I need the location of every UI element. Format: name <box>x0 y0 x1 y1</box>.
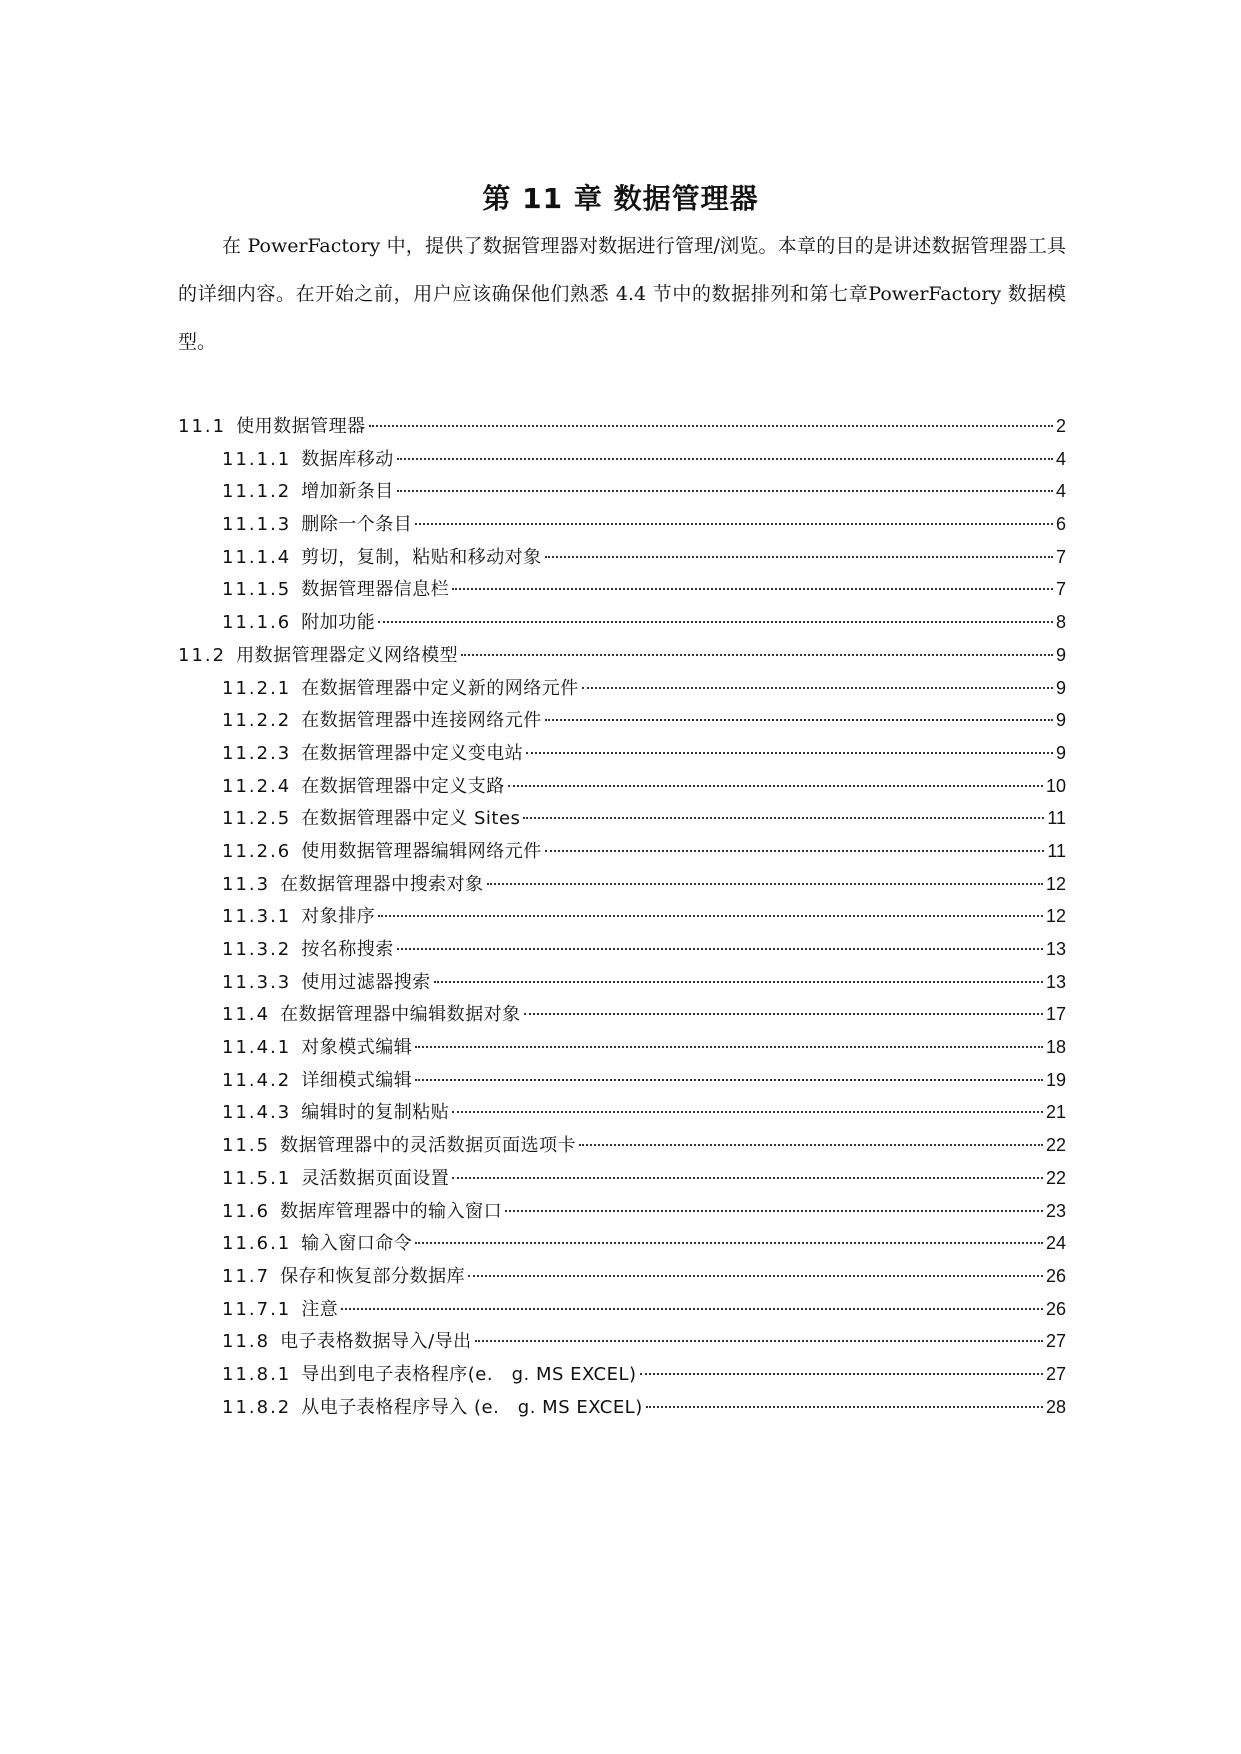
toc-leader <box>545 556 1053 558</box>
toc-entry[interactable] <box>178 837 1066 870</box>
toc-title: 在数据管理器中搜索对象 <box>280 873 484 895</box>
toc-entry[interactable] <box>178 1000 1066 1033</box>
toc-title: 注意 <box>301 1298 339 1320</box>
toc-page-number: 12 <box>1045 906 1066 927</box>
toc-number: 11.1.5 <box>222 579 292 601</box>
toc-title: 从电子表格程序导入 (e. g. MS EXCEL) <box>301 1396 643 1418</box>
toc-leader <box>468 1275 1043 1277</box>
toc-entry[interactable] <box>178 870 1066 903</box>
toc-number: 11.5 <box>222 1135 271 1157</box>
toc-page-number: 2 <box>1055 416 1066 436</box>
toc-page-number: 27 <box>1045 1363 1066 1384</box>
toc-page-number: 8 <box>1055 612 1066 633</box>
toc-leader <box>397 948 1043 950</box>
toc-leader <box>640 1373 1043 1375</box>
toc-number: 11.2.5 <box>222 808 292 830</box>
toc-leader <box>378 621 1053 623</box>
toc-entry[interactable] <box>178 1033 1066 1066</box>
toc-page-number: 22 <box>1045 1167 1066 1188</box>
toc-page-number: 17 <box>1045 1004 1066 1025</box>
toc-title: 导出到电子表格程序(e. g. MS EXCEL) <box>301 1363 637 1385</box>
toc-title: 输入窗口命令 <box>301 1233 413 1255</box>
toc-title: 详细模式编辑 <box>301 1069 413 1091</box>
toc-leader <box>434 981 1043 983</box>
toc-title: 编辑时的复制粘贴 <box>301 1102 450 1124</box>
toc-leader <box>545 719 1053 721</box>
toc-leader <box>524 1013 1043 1015</box>
toc-title: 按名称搜索 <box>301 939 394 960</box>
intro-paragraph: 在 PowerFactory 中，提供了数据管理器对数据进行管理/浏览。本章的目的是讲述数据管理器工具的详细内容。在开始之前，用户应该确保他们熟悉 4.4 节中的数据排列和第七章PowerFactory 数据模型。 <box>178 235 1066 353</box>
toc-number: 11.2.4 <box>222 775 292 797</box>
toc-number: 11.8 <box>222 1331 271 1353</box>
toc-title: 使用数据管理器 <box>236 416 366 437</box>
toc-page-number: 18 <box>1045 1037 1066 1058</box>
toc-number: 11.1.3 <box>222 514 292 536</box>
toc-entry[interactable] <box>178 1229 1066 1262</box>
toc-page-number: 12 <box>1045 873 1066 894</box>
toc-number: 11.3 <box>222 873 271 895</box>
toc-page-number: 7 <box>1055 546 1066 567</box>
toc-leader <box>415 1079 1043 1081</box>
toc-number: 11.4.3 <box>222 1102 292 1124</box>
toc-number: 11.5.1 <box>222 1167 292 1189</box>
toc-entry[interactable] <box>178 575 1066 608</box>
toc-entry[interactable] <box>178 412 1066 445</box>
toc-page-number: 26 <box>1045 1298 1066 1319</box>
toc-page-number: 22 <box>1045 1135 1066 1156</box>
table-of-contents <box>178 412 1066 1425</box>
toc-title: 保存和恢复部分数据库 <box>280 1265 466 1287</box>
toc-number: 11.8.2 <box>222 1396 292 1418</box>
toc-title: 灵活数据页面设置 <box>301 1167 450 1189</box>
toc-leader <box>487 883 1043 885</box>
toc-leader <box>646 1406 1043 1408</box>
toc-leader <box>505 1210 1043 1212</box>
toc-entry[interactable] <box>178 641 1066 674</box>
toc-entry[interactable] <box>178 674 1066 707</box>
toc-entry[interactable] <box>178 510 1066 543</box>
toc-entry[interactable] <box>178 968 1066 1001</box>
toc-title: 剪切，复制，粘贴和移动对象 <box>301 546 542 568</box>
chapter-title: 第 11 章 数据管理器 <box>482 181 759 215</box>
toc-entry[interactable] <box>178 477 1066 510</box>
toc-leader <box>452 1111 1043 1113</box>
toc-leader <box>452 588 1053 590</box>
toc-number: 11.2.1 <box>222 677 292 699</box>
toc-page-number: 28 <box>1045 1396 1066 1417</box>
toc-page-number: 11 <box>1047 808 1066 829</box>
toc-page-number: 4 <box>1055 481 1066 502</box>
toc-page-number: 7 <box>1055 579 1066 600</box>
toc-title: 在数据管理器中定义变电站 <box>301 742 524 764</box>
toc-page-number: 23 <box>1045 1200 1066 1221</box>
toc-title: 使用过滤器搜索 <box>301 971 431 993</box>
toc-number: 11.1.1 <box>222 448 292 470</box>
toc-page-number: 13 <box>1045 939 1066 959</box>
toc-entry[interactable] <box>178 1262 1066 1295</box>
toc-entry[interactable] <box>178 1131 1066 1164</box>
toc-page-number: 11 <box>1047 840 1066 861</box>
toc-title: 在数据管理器中定义 Sites <box>301 808 521 830</box>
toc-page-number: 24 <box>1045 1233 1066 1254</box>
toc-title: 数据库移动 <box>301 448 394 470</box>
toc-entry[interactable] <box>178 804 1066 837</box>
toc-entry[interactable] <box>178 739 1066 772</box>
toc-number: 11.4.1 <box>222 1037 292 1059</box>
toc-title: 在数据管理器中连接网络元件 <box>301 710 542 732</box>
toc-page-number: 27 <box>1045 1331 1066 1352</box>
toc-number: 11.7.1 <box>222 1298 292 1320</box>
toc-number: 11.4 <box>222 1004 271 1026</box>
toc-entry[interactable] <box>178 1393 1066 1426</box>
toc-leader <box>579 1144 1043 1146</box>
toc-entry[interactable] <box>178 608 1066 641</box>
toc-entry[interactable] <box>178 902 1066 935</box>
toc-leader <box>526 752 1053 754</box>
toc-page-number: 9 <box>1055 742 1066 763</box>
toc-title: 用数据管理器定义网络模型 <box>236 644 459 666</box>
toc-number: 11.2.6 <box>222 840 292 862</box>
toc-page-number: 19 <box>1045 1069 1066 1090</box>
toc-title: 对象排序 <box>301 906 376 928</box>
toc-entry[interactable] <box>178 1098 1066 1131</box>
toc-leader <box>369 425 1053 427</box>
toc-leader <box>508 785 1043 787</box>
toc-number: 11.2.3 <box>222 742 292 764</box>
toc-title: 在数据管理器中定义支路 <box>301 775 505 797</box>
toc-leader <box>397 490 1053 492</box>
toc-entry[interactable] <box>178 772 1066 805</box>
toc-page-number: 26 <box>1045 1265 1066 1286</box>
toc-leader <box>415 1046 1043 1048</box>
toc-number: 11.2 <box>178 644 227 666</box>
toc-number: 11.1 <box>178 416 227 437</box>
toc-leader <box>378 915 1043 917</box>
toc-number: 11.8.1 <box>222 1363 292 1385</box>
toc-title: 数据管理器信息栏 <box>301 579 450 601</box>
toc-entry[interactable] <box>178 445 1066 478</box>
toc-page-number: 9 <box>1055 677 1066 698</box>
toc-page-number: 9 <box>1055 710 1066 731</box>
toc-title: 使用数据管理器编辑网络元件 <box>301 840 542 862</box>
toc-number: 11.2.2 <box>222 710 292 732</box>
toc-number: 11.6.1 <box>222 1233 292 1255</box>
toc-page-number: 4 <box>1055 448 1066 469</box>
toc-number: 11.1.2 <box>222 481 292 503</box>
toc-leader <box>415 523 1053 525</box>
toc-leader <box>582 687 1053 689</box>
toc-title: 删除一个条目 <box>301 514 413 536</box>
toc-leader <box>397 458 1053 460</box>
toc-page-number: 10 <box>1045 775 1066 796</box>
toc-number: 11.3.3 <box>222 971 292 993</box>
toc-page-number: 6 <box>1055 514 1066 535</box>
toc-number: 11.3.1 <box>222 906 292 928</box>
toc-number: 11.4.2 <box>222 1069 292 1091</box>
toc-number: 11.3.2 <box>222 939 292 960</box>
toc-page-number: 9 <box>1055 644 1066 665</box>
toc-page-number: 21 <box>1045 1102 1066 1123</box>
toc-leader <box>415 1242 1043 1244</box>
toc-entry[interactable] <box>178 1197 1066 1230</box>
toc-leader <box>475 1340 1043 1342</box>
toc-leader <box>341 1308 1043 1310</box>
toc-number: 11.1.6 <box>222 612 292 634</box>
toc-page-number: 13 <box>1045 971 1066 992</box>
toc-entry[interactable] <box>178 543 1066 576</box>
toc-title: 在数据管理器中定义新的网络元件 <box>301 677 579 699</box>
toc-number: 11.7 <box>222 1265 271 1287</box>
toc-title: 在数据管理器中编辑数据对象 <box>280 1004 521 1026</box>
toc-entry[interactable] <box>178 706 1066 739</box>
toc-title: 增加新条目 <box>301 481 394 503</box>
toc-entry[interactable] <box>178 935 1066 968</box>
toc-title: 电子表格数据导入/导出 <box>280 1331 472 1353</box>
toc-entry[interactable] <box>178 1360 1066 1393</box>
toc-number: 11.6 <box>222 1200 271 1222</box>
toc-leader <box>461 654 1053 656</box>
toc-leader <box>523 817 1044 819</box>
toc-title: 数据库管理器中的输入窗口 <box>280 1200 503 1222</box>
toc-title: 附加功能 <box>301 612 376 634</box>
toc-entry[interactable] <box>178 1327 1066 1360</box>
toc-leader <box>452 1177 1043 1179</box>
toc-entry[interactable] <box>178 1164 1066 1197</box>
toc-title: 数据管理器中的灵活数据页面选项卡 <box>280 1135 577 1157</box>
toc-entry[interactable] <box>178 1066 1066 1099</box>
toc-entry[interactable] <box>178 1295 1066 1328</box>
toc-leader <box>545 850 1045 852</box>
toc-title: 对象模式编辑 <box>301 1037 413 1059</box>
toc-number: 11.1.4 <box>222 546 292 568</box>
